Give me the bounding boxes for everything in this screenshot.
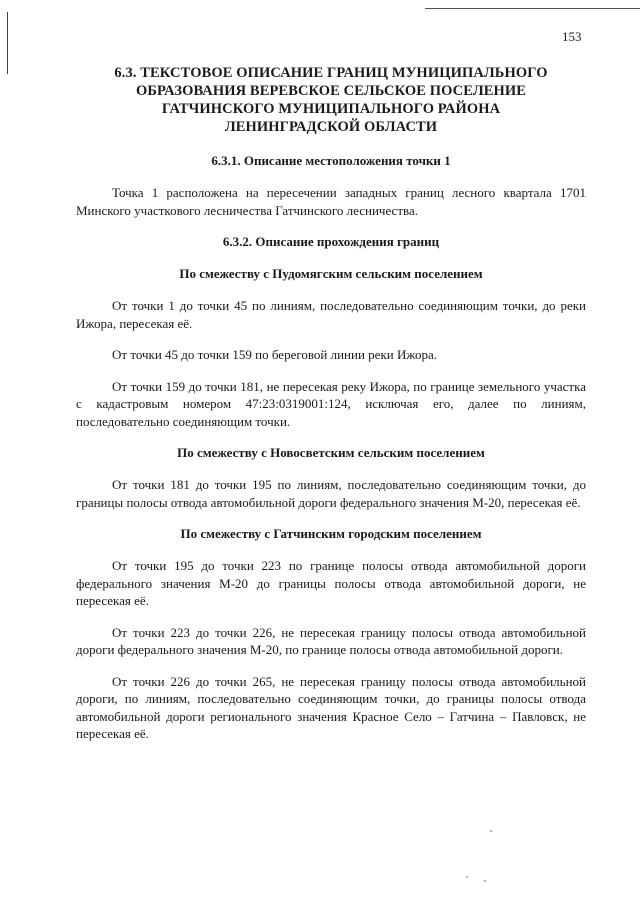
paragraph: От точки 223 до точки 226, не пересекая границу полосы отвода автомобильной дороги федерального значения М-20, по границе полосы отвода автомобильной дороги. (76, 624, 586, 657)
paragraph: От точки 226 до точки 265, не пересекая границу полосы отвода автомобильной дороги, по линиям, последовательно соединяющим точки, до границы полосы отвода автомобильной дороги регионального значения Красное Село – Гатчина – Павловск, не пересекая её. (76, 673, 586, 741)
block-heading-pudomyagskoe: По смежеству с Пудомягским сельским поселением (179, 266, 483, 281)
title-line: ЛЕНИНГРАДСКОЙ ОБЛАСТИ (224, 119, 438, 135)
paragraph: От точки 45 до точки 159 по береговой линии реки Ижора. (112, 347, 438, 362)
paragraph: Точка 1 расположена на пересечении западных границ лесного квартала 1701 Минского участкового лесничества Гатчинского лесничества. (76, 185, 586, 218)
section-heading-boundaries: 6.3.2. Описание прохождения границ (222, 234, 440, 249)
scan-speck (466, 876, 468, 878)
scan-speck (490, 830, 492, 832)
title-line: 6.3. ТЕКСТОВОЕ ОПИСАНИЕ ГРАНИЦ МУНИЦИПАЛЬНОГО (114, 65, 548, 81)
paragraph: От точки 1 до точки 45 по линиям, последовательно соединяющим точки, до реки Ижора, пересекая её. (76, 298, 586, 331)
scan-speck (484, 880, 486, 882)
paragraph: От точки 181 до точки 195 по линиям, последовательно соединяющим точки, до границы полосы отвода автомобильной дороги федерального значения М-20, пересекая её. (76, 477, 586, 510)
paragraph: От точки 195 до точки 223 по границе полосы отвода автомобильной дороги федерального значения М-20 до границы полосы отвода автомобильной дороги, не пересекая её. (76, 558, 586, 608)
title-line: ГАТЧИНСКОГО МУНИЦИПАЛЬНОГО РАЙОНА (161, 101, 501, 117)
document-title (76, 64, 586, 136)
page-number: 153 (562, 29, 582, 44)
block-heading-gatchinskoe: По смежеству с Гатчинским городским поселением (180, 526, 482, 541)
title-line: ОБРАЗОВАНИЯ ВЕРЕВСКОЕ СЕЛЬСКОЕ ПОСЕЛЕНИЕ (135, 83, 527, 99)
top-rule (425, 8, 640, 9)
left-margin-mark (7, 12, 8, 74)
document-body (76, 64, 586, 757)
section-heading-point-1: 6.3.1. Описание местоположения точки 1 (211, 153, 451, 168)
paragraph: От точки 159 до точки 181, не пересекая реку Ижора, по границе земельного участка с кадастровым номером 47:23:0319001:124, исключая его, далее по линиям, последовательно соединяющим точки. (76, 378, 586, 429)
block-heading-novosvetskoe: По смежеству с Новосветским сельским поселением (177, 445, 485, 460)
